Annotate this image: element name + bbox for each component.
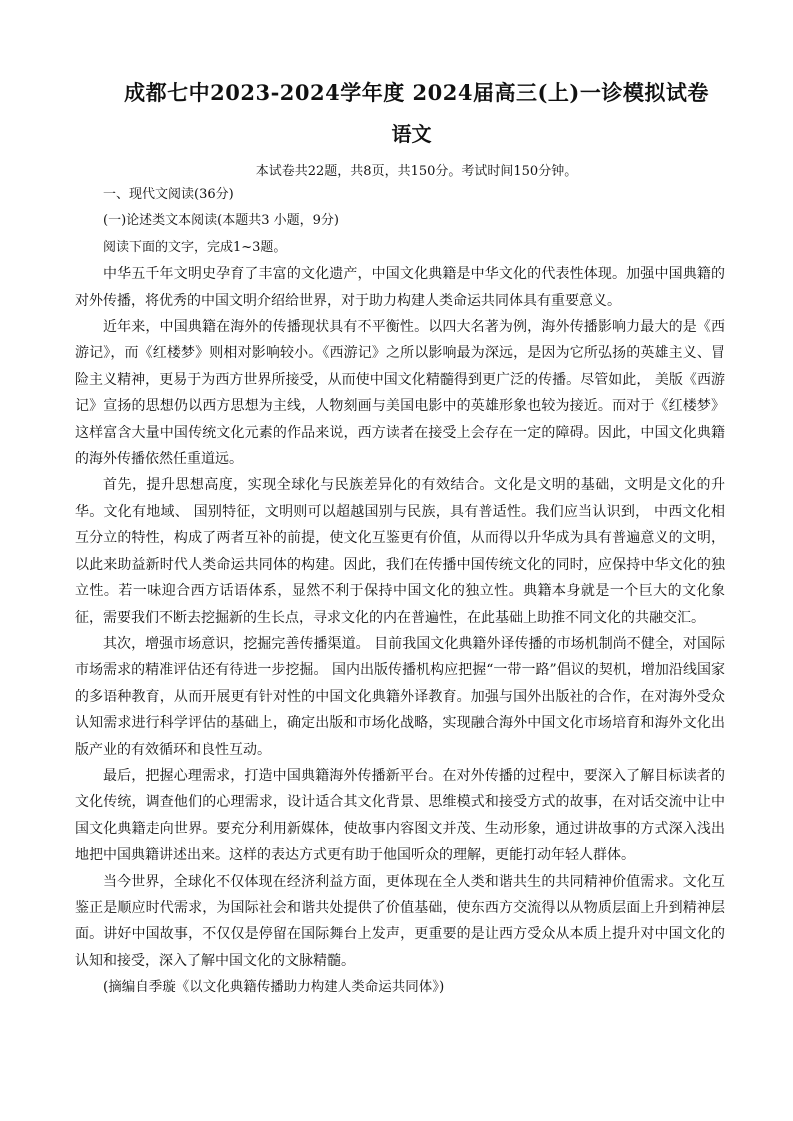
reading-content	[75, 182, 725, 1001]
reading-instruction: 阅读下面的文字，完成1~3题。	[103, 239, 287, 255]
paragraph-4: 其次，增强市场意识，挖掘完善传播渠道。 目前我国文化典籍外译传播的市场机制尚不健全，对国际市场需求的精准评估还有待进一步挖掘。 国内出版传播机构应把握“一带一路”倡议的契机，增加沿线国家的多语种教育，从而开展更有针对性的中国文化典籍外译教育。加强与国外出版社的合作，在对海外受众认知需求进行科学评估的基础上，确定出版和市场化战略，实现融合海外中国文化市场培育和海外文化出版产业的有效循环和良性互动。	[75, 635, 725, 758]
paragraph-2: 近年来，中国典籍在海外的传播现状具有不平衡性。以四大名著为例，海外传播影响力最大的是《西游记》，而《红楼梦》则相对影响较小。《西游记》之所以影响最为深远，是因为它所弘扬的英雄主义、冒险主义精神，更易于为西方世界所接受，从而使中国文化精髓得到更广泛的传播。尽管如此， 美版《西游记》宣扬的思想仍以西方思想为主线，人物刻画与美国电影中的英雄形象也较为接近。而对于《红楼梦》这样富含大量中国传统文化元素的作品来说，西方读者在接受上会存在一定的障碍。因此，中国文化典籍的海外传播依然任重道远。	[75, 319, 725, 468]
paragraph-6: 当今世界，全球化不仅体现在经济利益方面，更体现在全人类和谐共生的共同精神价值需求。文化互鉴正是顺应时代需求，为国际社会和谐共处提供了价值基础，使东西方交流得以从物质层面上升到精神层面。讲好中国故事，不仅仅是停留在国际舞台上发声，更重要的是让西方受众从本质上提升对中国文化的认知和接受，深入了解中国文化的文脉精髓。	[75, 873, 725, 969]
paragraph-5: 最后，把握心理需求，打造中国典籍海外传播新平台。在对外传播的过程中，要深入了解目标读者的文化传统，调查他们的心理需求，设计适合其文化背景、思维模式和接受方式的故事，在对话交流中让中国文化典籍走向世界。要充分利用新媒体，使故事内容图文并茂、生动形象，通过讲故事的方式深入浅出地把中国典籍讲述出来。这样的表达方式更有助于他国听众的理解，更能打动年轻人群体。	[75, 767, 725, 864]
section-subheading: (一)论述类文本阅读(本题共3 小题，9分)	[103, 213, 339, 229]
source-citation: (摘编自季璇《以文化典籍传播助力构建人类命运共同体》)	[103, 979, 445, 996]
section-heading: 一、现代文阅读(36分)	[103, 187, 234, 202]
paragraph-1: 中华五千年文明史孕育了丰富的文化遗产，中国文化典籍是中华文化的代表性体现。加强中国典籍的对外传播，将优秀的中国文明介绍给世界，对于助力构建人类命运共同体具有重要意义。	[75, 266, 725, 309]
exam-intro: 本试卷共22题，共8页，共150分。考试时间150分钟。	[255, 164, 578, 179]
subject-title: 语文	[391, 122, 432, 146]
page-title: 成都七中2023-2024学年度 2024届高三(上)一诊模拟试卷	[124, 80, 709, 105]
paragraph-3: 首先，提升思想高度，实现全球化与民族差异化的有效结合。文化是文明的基础，文明是文化的升华。文化有地域、 国别特征，文明则可以超越国别与民族，具有普适性。我们应当认识到， 中西文化相互分立的特性，构成了两者互补的前提，使文化互鉴更有价值，从而得以升华成为具有普遍意义的文明，以此来助益新时代人类命运共同体的构建。因此，我们在传播中国传统文化的同时，应保持中华文化的独立性。若一味迎合西方话语体系，显然不利于保持中国文化的独立性。典籍本身就是一个巨大的文化象征，需要我们不断去挖掘新的生长点，寻求文化的内在普遍性，在此基础上助推不同文化的共融交汇。	[75, 477, 725, 626]
